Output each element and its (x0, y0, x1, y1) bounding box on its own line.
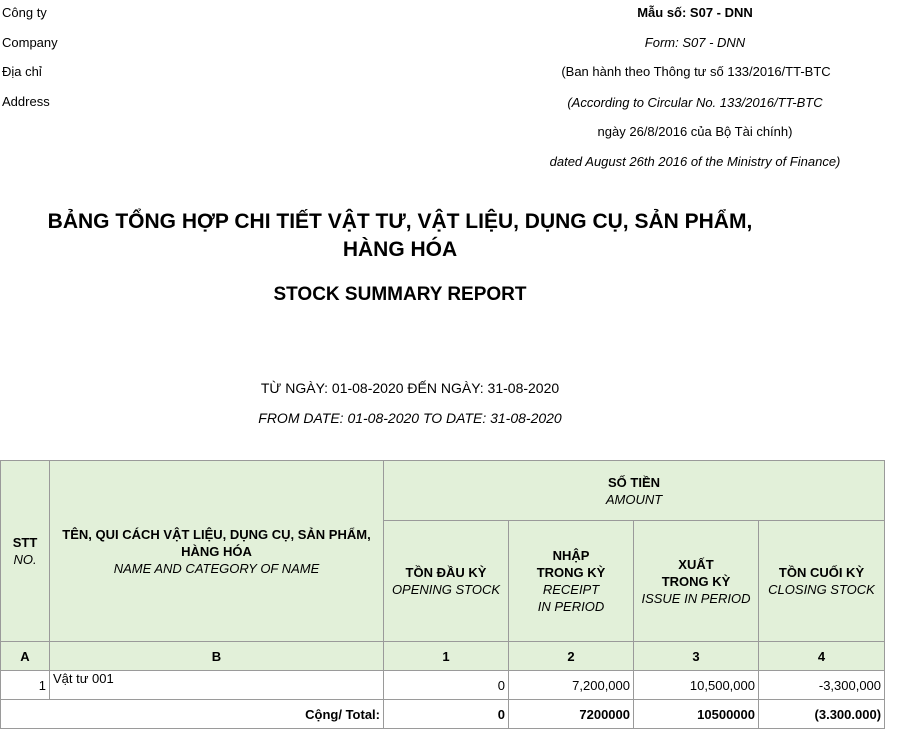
row-opening: 0 (384, 671, 509, 700)
col-header-amount (384, 461, 885, 521)
col-header-opening (384, 521, 509, 642)
total-closing: (3.300.000) (759, 700, 885, 729)
form-number-en: Form: S07 - DNN (644, 35, 746, 50)
issue-date-vn: ngày 26/8/2016 của Bộ Tài chính) (597, 124, 793, 139)
report-title-en: STOCK SUMMARY REPORT (273, 284, 527, 305)
column-label-row (1, 642, 885, 671)
company-label-vn: Công ty (2, 5, 47, 20)
col-header-name-vn: TÊN, QUI CÁCH VẬT LIỆU, DỤNG CỤ, SẢN PHẨM, HÀNG HÓA (62, 526, 371, 559)
col-label-a: A (1, 642, 50, 671)
col-header-closing-en: CLOSING STOCK (768, 582, 875, 597)
col-label-1: 1 (384, 642, 509, 671)
col-header-receipt-en-1: RECEIPT (542, 582, 600, 597)
row-issue: 10,500,000 (634, 671, 759, 700)
col-header-issue-vn-1: XUẤT (678, 556, 714, 572)
col-header-opening-en: OPENING STOCK (391, 582, 501, 597)
col-header-no (1, 461, 50, 642)
col-header-receipt-vn-1: NHẬP (552, 548, 590, 563)
row-closing: -3,300,000 (759, 671, 885, 700)
col-header-issue-vn-2: TRONG KỲ (661, 573, 731, 589)
col-header-opening-vn: TỒN ĐẦU KỲ (405, 565, 487, 580)
col-header-receipt-vn-2: TRONG KỲ (536, 565, 606, 580)
col-header-receipt (509, 521, 634, 642)
report-title-vn: BẢNG TỔNG HỢP CHI TIẾT VẬT TƯ, VẬT LIỆU, DỤNG CỤ, SẢN PHẨM, HÀNG HÓA (47, 210, 753, 261)
col-header-issue (634, 521, 759, 642)
col-header-receipt-en-2: IN PERIOD (537, 599, 605, 614)
col-header-amount-vn: SỐ TIỀN (608, 474, 661, 490)
col-header-no-vn: STT (12, 535, 38, 550)
col-label-b: B (50, 642, 384, 671)
row-name: Vật tư 001 (50, 671, 384, 700)
col-label-4: 4 (759, 642, 885, 671)
col-header-issue-en: ISSUE IN PERIOD (641, 590, 751, 606)
row-receipt: 7,200,000 (509, 671, 634, 700)
table-row (1, 671, 885, 700)
row-no: 1 (1, 671, 50, 700)
total-row (1, 700, 885, 729)
period-vn: TỪ NGÀY: 01-08-2020 ĐẾN NGÀY: 31-08-2020 (260, 380, 560, 396)
stock-summary-table (0, 460, 885, 729)
col-header-closing-vn: TỒN CUỐI KỲ (778, 565, 865, 580)
issued-by-vn: (Ban hành theo Thông tư số 133/2016/TT-BTC (561, 64, 831, 79)
col-header-closing (759, 521, 885, 642)
col-label-3: 3 (634, 642, 759, 671)
address-label-en: Address (2, 94, 50, 109)
col-label-2: 2 (509, 642, 634, 671)
col-header-name-en: NAME AND CATEGORY OF NAME (113, 560, 320, 576)
col-header-amount-en: AMOUNT (605, 491, 663, 507)
col-header-no-en: NO. (13, 552, 37, 567)
total-issue: 10500000 (634, 700, 759, 729)
address-label-vn: Địa chỉ (2, 64, 42, 79)
total-label: Cộng/ Total: (1, 700, 384, 729)
issue-date-en: dated August 26th 2016 of the Ministry of Finance) (549, 154, 841, 169)
col-header-name (50, 461, 384, 642)
total-receipt: 7200000 (509, 700, 634, 729)
total-opening: 0 (384, 700, 509, 729)
form-number-vn: Mẫu số: S07 - DNN (637, 5, 753, 20)
period-en: FROM DATE: 01-08-2020 TO DATE: 31-08-2020 (258, 410, 562, 426)
issued-by-en: (According to Circular No. 133/2016/TT-BTC (567, 95, 823, 110)
company-label-en: Company (2, 35, 58, 50)
